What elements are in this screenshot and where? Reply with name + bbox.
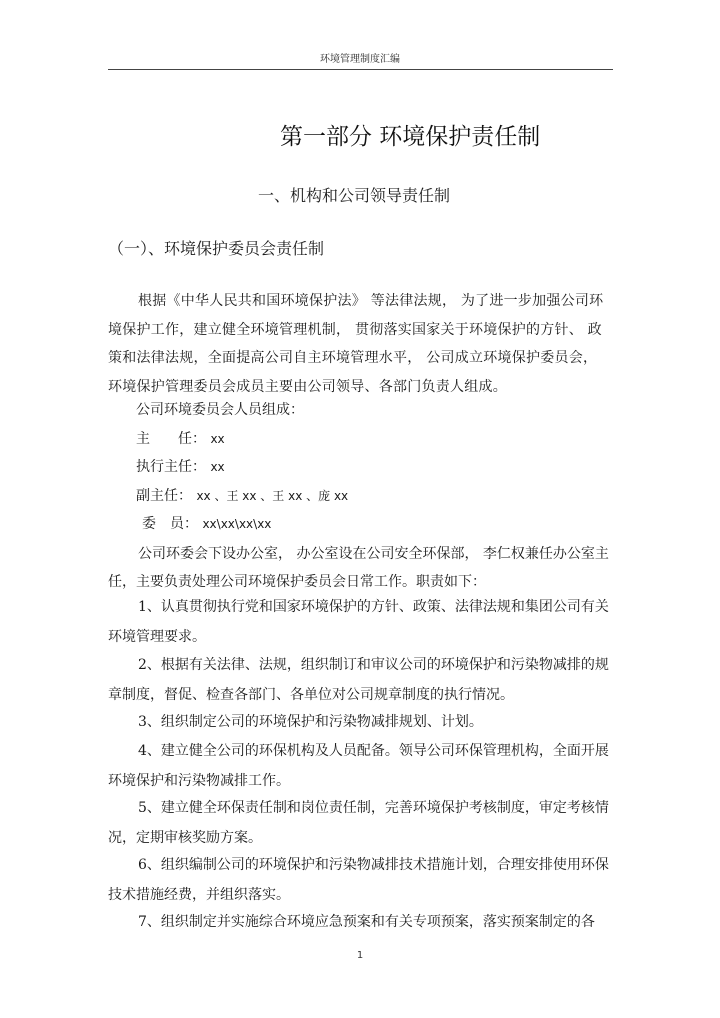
member-director [136,425,348,454]
part-title: 第一部分 环境保护责任制 [280,124,541,150]
intro-paragraph: 根据《中华人民共和国环境保护法》 等法律法规， 为了进一步加强公司环境保护工作，建立健全环境管理机制， 贯彻落实国家关于环境保护的方针、 政策和法律法规，全面提高公司自主环境管理水平， 公司成立环境保护委员会， 环境保护管理委员会成员主要由公司领导、各部门负责人组成。 [108,293,604,395]
executive-label: 执行主任： [136,459,206,475]
running-header: 环境管理制度汇编 [320,54,400,65]
duty-item: 1、认真贯彻执行党和国家环境保护的方针、政策、法律法规和集团公司有关环境管理要求。 [108,599,609,645]
page-number: 1 [356,950,364,961]
duty-item: 7、组织制定并实施综合环境应急预案和有关专项预案，落实预案制定的各 [138,914,595,930]
office-paragraph: 公司环委会下设办公室， 办公室设在公司安全环保部， 李仁权兼任办公室主任，主要负责处理公司环境保护委员会日常工作。职责如下： [108,546,609,590]
section-title: 一、机构和公司领导责任制 [258,186,451,205]
duty-item: 6、组织编制公司的环境保护和污染物减排技术措施计划，合理安排使用环保技术措施经费，并组织落实。 [108,857,609,903]
member-committee [136,510,348,539]
subsection-title: （一）、环境保护委员会责任制 [108,239,325,258]
deputy-value: xx 、王 xx 、王 xx 、庞 xx [196,488,349,503]
committee-label: 委 员： [142,516,198,532]
duty-item: 2、根据有关法律、法规，组织制订和审议公司的环境保护和污染物减排的规章制度，督促、检查各部门、各单位对公司规章制度的执行情况。 [108,657,609,703]
duty-item: 4、建立健全公司的环保机构及人员配备。领导公司环保管理机构，全面开展环境保护和污染物减排工作。 [108,743,609,789]
header-divider [108,69,613,70]
committee-value: xx\xx\xx\xx [202,517,272,531]
member-executive [136,453,348,482]
deputy-label: 副主任： [136,487,192,504]
member-list-heading: 公司环境委员会人员组成： [136,402,304,418]
member-list [136,396,348,539]
duty-item: 5、建立健全环保责任制和岗位责任制，完善环境保护考核制度，审定考核情况，定期审核奖励方案。 [108,800,609,846]
director-label: 主 任： [136,430,206,447]
director-value: xx [210,431,225,446]
member-deputy [136,482,348,511]
duty-item: 3、组织制定公司的环境保护和污染物减排规划、计划。 [138,714,483,730]
executive-value: xx [210,460,225,474]
